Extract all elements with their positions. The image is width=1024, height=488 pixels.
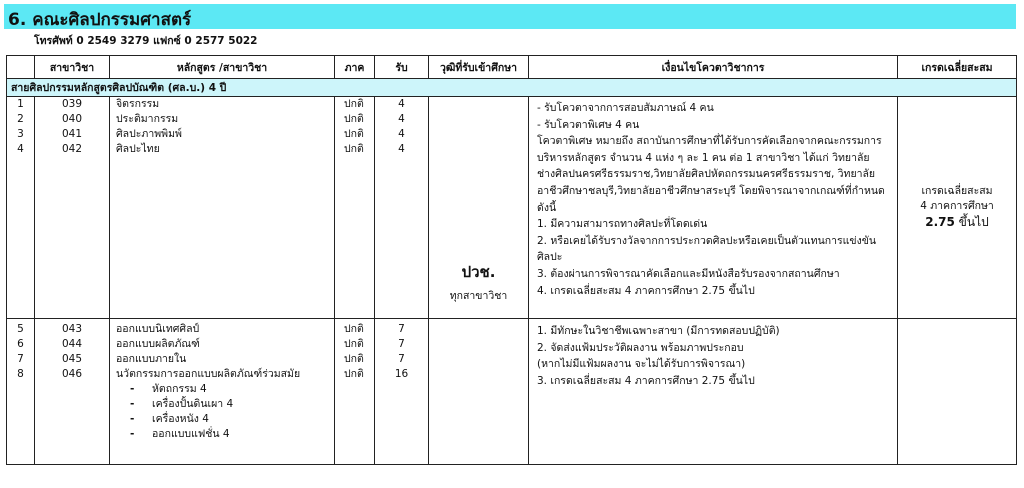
condition-line: 4. เกรดเฉลี่ยสะสม 4 ภาคการศึกษา 2.75 ขึ้นไป xyxy=(537,284,755,297)
section-row xyxy=(7,79,1017,97)
faculty-title-bar xyxy=(4,4,1016,29)
row-codes xyxy=(35,97,110,319)
quota-table xyxy=(6,55,1017,465)
qualification-main: ปวช. xyxy=(461,263,496,281)
row-receives xyxy=(375,319,429,465)
condition-line: - รับโควตาจากการสอบสัมภาษณ์ 4 คน xyxy=(537,102,714,114)
row-numbers xyxy=(7,319,35,465)
row-receive: 7 xyxy=(398,323,405,335)
row-no: 1 xyxy=(17,98,24,110)
row-code: 044 xyxy=(61,338,83,350)
row-code: 043 xyxy=(61,323,83,335)
condition-line: ช่างศิลปนครศรีธรรมราช,วิทยาลัยศิลปหัตถกรรมนครศรีธรรมราช, วิทยาลัย xyxy=(537,168,876,181)
row-code: 039 xyxy=(61,98,83,110)
condition-line: 2. จัดส่งแฟ้มประวัติผลงาน พร้อมภาพประกอบ xyxy=(537,341,744,354)
condition-line: 1. มีความสามารถทางศิลปะที่โดดเด่น xyxy=(537,218,708,231)
row-receive: 16 xyxy=(394,368,409,380)
row-program: ศิลปะภาพพิมพ์ xyxy=(116,128,182,140)
row-program: ออกแบบนิเทศศิลป์ xyxy=(116,323,200,335)
row-types xyxy=(335,319,375,465)
gpa-line-1: เกรดเฉลี่ยสะสม xyxy=(921,185,993,197)
row-receive: 4 xyxy=(398,98,405,110)
sub-program-item: - ออกแบบแฟชั่น 4 xyxy=(130,428,230,440)
row-code: 041 xyxy=(61,128,83,140)
row-numbers xyxy=(7,97,35,319)
row-receive: 4 xyxy=(398,143,405,155)
row-no: 4 xyxy=(17,143,24,155)
gpa-cell xyxy=(898,97,1017,319)
condition-line: 1. มีทักษะในวิชาชีพเฉพาะสาขา (มีการทดสอบปฏิบัติ) xyxy=(537,325,780,337)
row-receive: 7 xyxy=(398,353,405,365)
condition-line: - รับโควตาพิเศษ 4 คน xyxy=(537,118,640,131)
qualification-cell xyxy=(429,97,529,319)
condition-line: 3. ต้องผ่านการพิจารณาคัดเลือกและมีหนังสือรับรองจากสถานศึกษา xyxy=(537,267,840,280)
row-no: 8 xyxy=(17,368,24,380)
row-receive: 4 xyxy=(398,113,405,125)
row-code: 042 xyxy=(61,143,83,155)
row-receive: 7 xyxy=(398,338,405,350)
row-program: ศิลปะไทย xyxy=(116,143,160,155)
gpa-line-2: 4 ภาคการศึกษา xyxy=(920,200,994,212)
row-no: 5 xyxy=(17,323,24,335)
qualification-cell-empty xyxy=(429,319,529,465)
condition-line: อาชีวศึกษาชลบุรี,วิทยาลัยอาชีวศึกษาสระบุรี โดยพิจารณาจากเกณฑ์ที่กำหนด xyxy=(537,184,885,197)
row-program: ออกแบบภายใน xyxy=(116,353,187,365)
condition-line: ศิลปะ xyxy=(537,251,563,264)
condition-line: บริหารหลักสูตร จำนวน 4 แห่ง ๆ ละ 1 คน ต่อ 1 สาขาวิชา ได้แก่ วิทยาลัย xyxy=(537,151,870,164)
sub-program-item: - หัตถกรรม 4 xyxy=(130,383,207,395)
row-code: 045 xyxy=(61,353,83,365)
row-program: ประติมากรรม xyxy=(116,113,179,125)
gpa-line-3: 2.75 ขึ้นไป xyxy=(925,215,989,229)
row-code: 040 xyxy=(61,113,83,125)
section-title: สายศิลปกรรมหลักสูตรศิลปบัณฑิต (ศล.บ.) 4 ปี xyxy=(7,79,1017,97)
row-no: 3 xyxy=(17,128,24,140)
table-row-group-1 xyxy=(7,97,1017,319)
row-codes xyxy=(35,319,110,465)
contact-info: โทรศัพท์ 0 2549 3279 แฟกซ์ 0 2577 5022 xyxy=(34,35,258,47)
row-types xyxy=(335,97,375,319)
gpa-cell-empty xyxy=(898,319,1017,465)
table-row-group-2 xyxy=(7,319,1017,465)
row-no: 2 xyxy=(17,113,24,125)
row-type: ปกติ xyxy=(344,338,364,350)
row-type: ปกติ xyxy=(344,113,364,125)
sub-program-item: - เครื่องหนัง 4 xyxy=(130,413,209,425)
row-programs xyxy=(110,97,335,319)
sub-program-item: - เครื่องปั้นดินเผา 4 xyxy=(130,398,234,410)
column-header-gpa: เกรดเฉลี่ยสะสม xyxy=(898,56,1017,79)
row-type: ปกติ xyxy=(344,353,364,365)
condition-line: โควตาพิเศษ หมายถึง สถาบันการศึกษาที่ได้รับการคัดเลือกจากคณะกรรมการ xyxy=(537,135,882,148)
column-header-type: ภาค xyxy=(335,56,375,79)
conditions-group-1 xyxy=(529,97,898,319)
column-header-code: สาขาวิชา xyxy=(35,56,110,79)
row-program: จิตรกรรม xyxy=(116,98,160,110)
row-type: ปกติ xyxy=(344,323,364,335)
row-type: ปกติ xyxy=(344,368,364,380)
qualification-sub: ทุกสาขาวิชา xyxy=(449,290,508,302)
column-header-qualification: วุฒิที่รับเข้าศึกษา xyxy=(429,56,529,79)
row-programs xyxy=(110,319,335,465)
table-header-row xyxy=(7,56,1017,79)
row-receives xyxy=(375,97,429,319)
faculty-title: 6. คณะศิลปกรรมศาสตร์ xyxy=(8,10,192,30)
column-header-receive: รับ xyxy=(375,56,429,79)
row-code: 046 xyxy=(61,368,83,380)
row-type: ปกติ xyxy=(344,98,364,110)
row-no: 6 xyxy=(17,338,24,350)
row-receive: 4 xyxy=(398,128,405,140)
column-header-conditions: เงื่อนไขโควตาวิชาการ xyxy=(529,56,898,79)
row-no: 7 xyxy=(17,353,24,365)
row-type: ปกติ xyxy=(344,128,364,140)
condition-line: 3. เกรดเฉลี่ยสะสม 4 ภาคการศึกษา 2.75 ขึ้นไป xyxy=(537,374,755,387)
condition-line: ดังนี้ xyxy=(537,201,557,214)
column-header-program: หลักสูตร /สาขาวิชา xyxy=(110,56,335,79)
column-header-no xyxy=(7,56,35,79)
condition-line: (หากไม่มีแฟ้มผลงาน จะไม่ได้รับการพิจารณา) xyxy=(537,358,746,371)
row-type: ปกติ xyxy=(344,143,364,155)
row-program: ออกแบบผลิตภัณฑ์ xyxy=(116,338,200,350)
row-program: นวัตกรรมการออกแบบผลิตภัณฑ์ร่วมสมัย xyxy=(116,368,301,380)
condition-line: 2. หรือเคยได้รับรางวัลจากการประกวดศิลปะหรือเคยเป็นตัวแทนการแข่งขัน xyxy=(537,234,877,247)
conditions-group-2 xyxy=(529,319,898,465)
